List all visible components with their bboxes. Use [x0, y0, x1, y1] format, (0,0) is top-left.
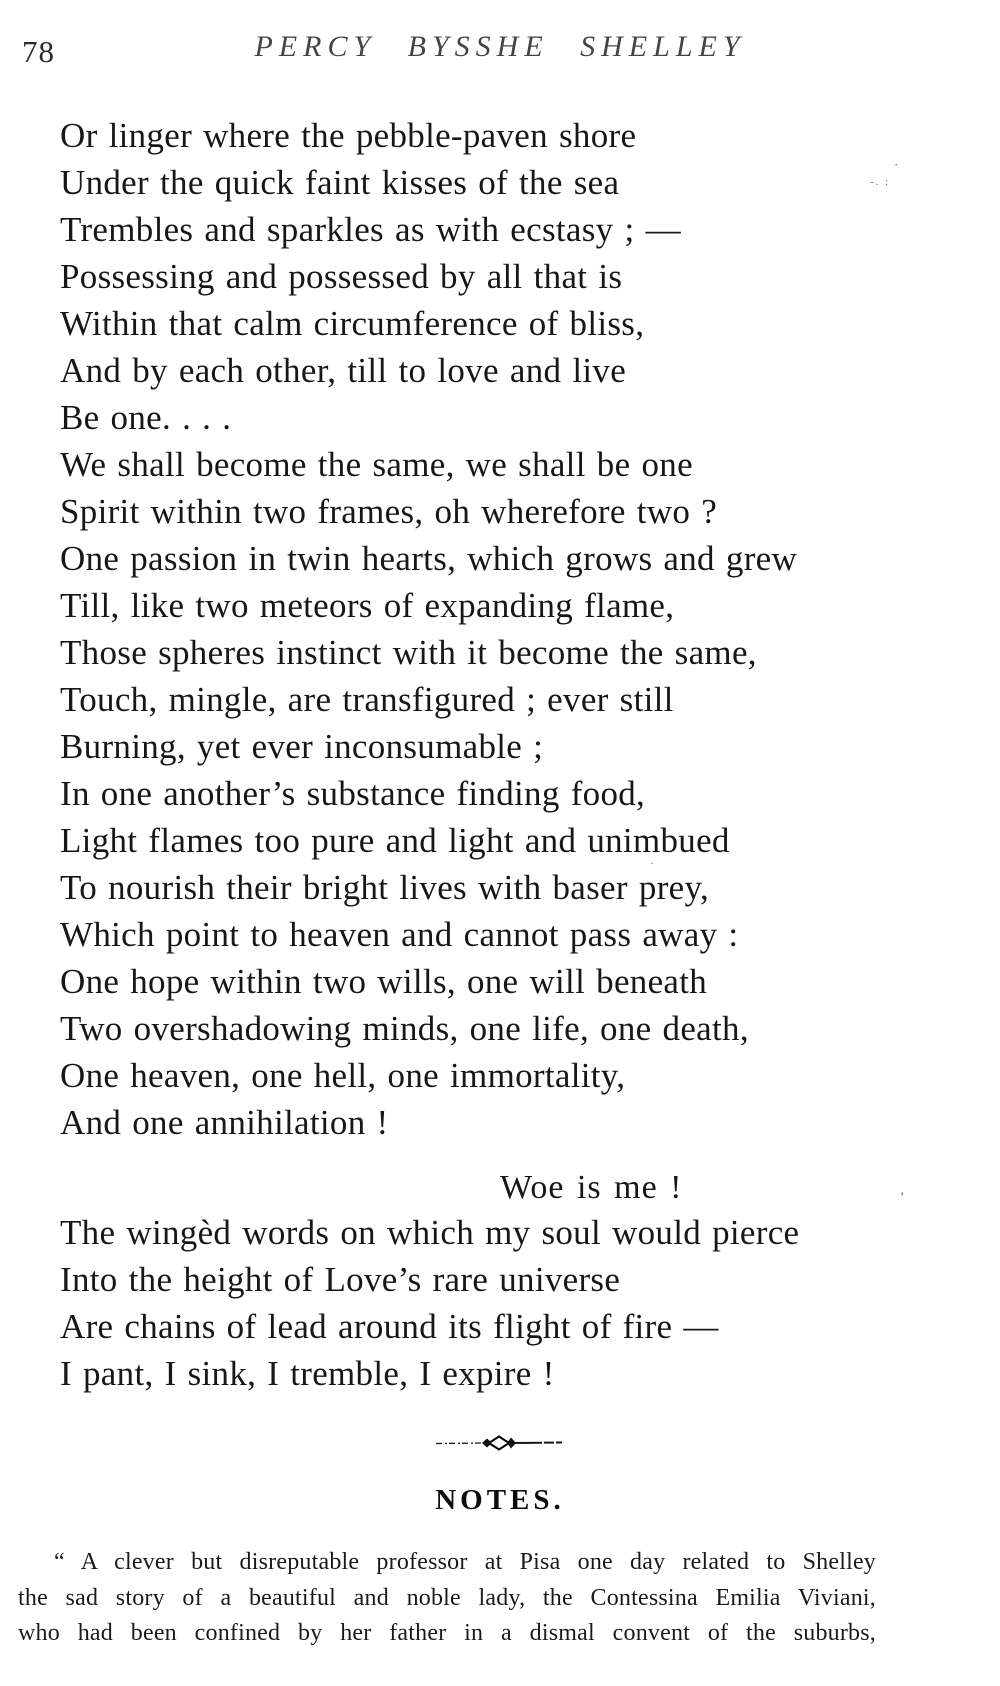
poem-line: The wingèd words on which my soul would pierce — [60, 1213, 800, 1252]
poem-line: Or linger where the pebble-paven shore — [60, 116, 637, 155]
section-divider-ornament — [434, 1435, 564, 1451]
scan-speck: · — [894, 157, 901, 172]
notes-paragraph — [18, 1545, 876, 1652]
poem-line: And one annihilation ! — [60, 1103, 389, 1142]
poem-line: One hope within two wills, one will beneath — [60, 962, 708, 1001]
notes-line: “ A clever but disreputable professor at Pisa one day related to Shelley — [54, 1549, 876, 1575]
page-number: 78 — [22, 34, 55, 69]
poem-line: Two overshadowing minds, one life, one death, — [60, 1009, 749, 1048]
poem-stanza-2 — [60, 1209, 980, 1397]
diamond-ornament-icon — [434, 1435, 564, 1451]
poem-line: Which point to heaven and cannot pass away : — [60, 915, 739, 954]
poem-line: One passion in twin hearts, which grows and grew — [60, 539, 798, 578]
poem-line: Under the quick faint kisses of the sea — [60, 163, 620, 202]
poem-line: Those spheres instinct with it become the same, — [60, 633, 757, 672]
poem-line: Within that calm circumference of bliss, — [60, 304, 645, 343]
scan-speck: -. : — [870, 176, 891, 188]
poem-line: Spirit within two frames, oh wherefore two ? — [60, 492, 718, 531]
poem-line: Into the height of Love’s rare universe — [60, 1260, 621, 1299]
poem-line: Light flames too pure and light and unimbued — [60, 821, 730, 860]
poem-line: One heaven, one hell, one immortality, — [60, 1056, 626, 1095]
notes-line: the sad story of a beautiful and noble lady, the Contessina Emilia Viviani, — [18, 1584, 876, 1611]
running-header-title: PERCY BYSSHE SHELLEY — [254, 30, 746, 63]
poem-stanza-1 — [60, 112, 980, 1146]
poem-interjection: Woe is me ! — [500, 1169, 683, 1206]
poem-line: And by each other, till to love and live — [60, 351, 627, 390]
poem-line: Possessing and possessed by all that is — [60, 257, 623, 296]
poem-line: Burning, yet ever inconsumable ; — [60, 727, 544, 766]
scan-speck: ’ — [900, 1189, 907, 1204]
scan-speck: · — [650, 858, 656, 870]
poem-line: Are chains of lead around its flight of fire — — [60, 1307, 719, 1346]
notes-heading: NOTES. — [435, 1484, 565, 1516]
notes-line: who had been confined by her father in a dismal convent of the suburbs, — [18, 1620, 876, 1646]
poem-line: Touch, mingle, are transfigured ; ever still — [60, 680, 674, 719]
poem-line: In one another’s substance finding food, — [60, 774, 646, 813]
poem-line: Be one. . . . — [60, 398, 232, 437]
poem-line: We shall become the same, we shall be one — [60, 445, 693, 484]
poem-line: To nourish their bright lives with baser prey, — [60, 868, 710, 907]
poem-line: Till, like two meteors of expanding flame, — [60, 586, 675, 625]
poem-line: Trembles and sparkles as with ecstasy ; — — [60, 210, 681, 249]
poem-line: I pant, I sink, I tremble, I expire ! — [60, 1354, 555, 1393]
